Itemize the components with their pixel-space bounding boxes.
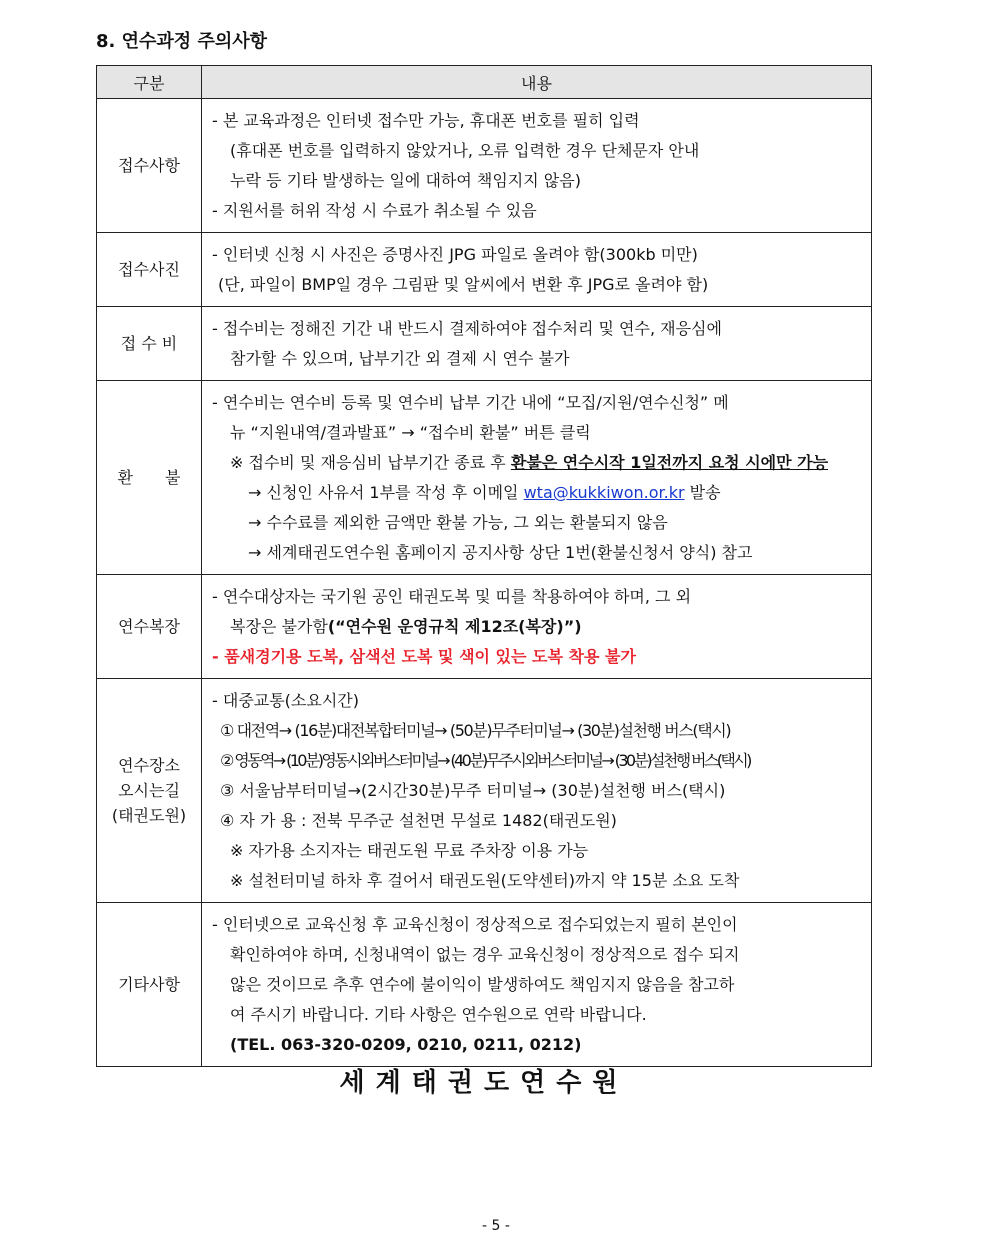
category-line: 연수장소 bbox=[118, 756, 180, 775]
refund-deadline-emphasis: 환불은 연수시작 1일전까지 요청 시에만 가능 bbox=[510, 453, 829, 472]
table-row-etc bbox=[97, 903, 872, 1067]
text-line bbox=[212, 612, 865, 642]
text-line: - 연수대상자는 국기원 공인 태권도복 및 띠를 착용하여야 하며, 그 외 bbox=[212, 587, 692, 606]
table-row-refund bbox=[97, 381, 872, 575]
text-line: → 수수료를 제외한 금액만 환불 가능, 그 외는 환불되지 않음 bbox=[248, 513, 668, 532]
category-photo: 접수사진 bbox=[97, 233, 202, 307]
content-photo bbox=[202, 233, 872, 307]
notice-table bbox=[96, 65, 872, 1067]
table-row-reception bbox=[97, 99, 872, 233]
route-line: ④ 자 가 용 : 전북 무주군 설천면 무설로 1482(태권도원) bbox=[220, 811, 617, 830]
refund-notice-prefix: ※ 접수비 및 재응심비 납부기간 종료 후 bbox=[230, 453, 511, 472]
text-line: 뉴 “지원내역/결과발표” → “접수비 환불” 버튼 클릭 bbox=[230, 423, 591, 442]
route-line: ② 영동역→ (10분)영동시외버스터미널→ (40분)무주시외버스터미널→ (30분)설천행 버스(택시) bbox=[220, 751, 750, 770]
content-fee bbox=[202, 307, 872, 381]
text-line: 여 주시기 바랍니다. 기타 사항은 연수원으로 연락 바랍니다. bbox=[230, 1005, 647, 1024]
category-line: (태권도원) bbox=[111, 806, 187, 825]
content-directions bbox=[202, 679, 872, 903]
text-line: - 인터넷 신청 시 사진은 증명사진 JPG 파일로 올려야 함(300kb 미만) bbox=[212, 245, 698, 264]
category-directions bbox=[97, 679, 202, 903]
content-etc bbox=[202, 903, 872, 1067]
text-line: 않은 것이므로 추후 연수에 불이익이 발생하여도 책임지지 않음을 참고하 bbox=[230, 975, 735, 994]
contact-phone: (TEL. 063-320-0209, 0210, 0211, 0212) bbox=[230, 1035, 582, 1054]
text-line: - 본 교육과정은 인터넷 접수만 가능, 휴대폰 번호를 필히 입력 bbox=[212, 111, 640, 130]
text-line: → 세계태권도연수원 홈페이지 공지사항 상단 1번(환불신청서 양식) 참고 bbox=[248, 543, 753, 562]
refund-email-prefix: → 신청인 사유서 1부를 작성 후 이메일 bbox=[248, 483, 524, 502]
text-line: 참가할 수 있으며, 납부기간 외 결제 시 연수 불가 bbox=[230, 349, 570, 368]
route-line: ① 대전역→ (16분)대전복합터미널→ (50분)무주터미널→ (30분)설천행 버스(택시) bbox=[220, 721, 731, 740]
category-fee: 접 수 비 bbox=[97, 307, 202, 381]
warning-dash: - bbox=[212, 647, 225, 666]
category-refund: 환 불 bbox=[97, 381, 202, 575]
header-category: 구분 bbox=[97, 66, 202, 99]
category-line: 오시는길 bbox=[118, 781, 180, 800]
content-uniform bbox=[202, 575, 872, 679]
text-line: 누락 등 기타 발생하는 일에 대하여 책임지지 않음) bbox=[230, 171, 581, 190]
table-row-photo bbox=[97, 233, 872, 307]
table-row-fee bbox=[97, 307, 872, 381]
text-line: (휴대폰 번호를 입력하지 않았거나, 오류 입력한 경우 단체문자 안내 bbox=[230, 141, 700, 160]
table-header-row bbox=[97, 66, 872, 99]
text-line: - 대중교통(소요시간) bbox=[212, 691, 359, 710]
category-uniform: 연수복장 bbox=[97, 575, 202, 679]
uniform-rule-prefix: 복장은 불가함 bbox=[230, 617, 328, 636]
text-line bbox=[212, 448, 865, 478]
header-content: 내용 bbox=[202, 66, 872, 99]
organization-name: 세계태권도연수원 bbox=[339, 1068, 629, 1098]
text-line: ※ 자가용 소지자는 태권도원 무료 주차장 이용 가능 bbox=[230, 841, 589, 860]
text-line: - 접수비는 정해진 기간 내 반드시 결제하여야 접수처리 및 연수, 재응심에 bbox=[212, 319, 722, 338]
text-line: - 인터넷으로 교육신청 후 교육신청이 정상적으로 접수되었는지 필히 본인이 bbox=[212, 915, 738, 934]
content-reception bbox=[202, 99, 872, 233]
uniform-rule-emphasis: (“연수원 운영규칙 제12조(복장)”) bbox=[327, 617, 582, 636]
text-line: ※ 설천터미널 하차 후 걸어서 태권도원(도약센터)까지 약 15분 소요 도착 bbox=[230, 871, 740, 890]
text-line: (단, 파일이 BMP일 경우 그림판 및 알씨에서 변환 후 JPG로 올려야 함) bbox=[218, 275, 709, 294]
text-line: - 연수비는 연수비 등록 및 연수비 납부 기간 내에 “모집/지원/연수신청” 메 bbox=[212, 393, 729, 412]
page-number: - 5 - bbox=[482, 1218, 510, 1234]
content-refund bbox=[202, 381, 872, 575]
refund-email-suffix: 발송 bbox=[684, 483, 721, 502]
category-etc: 기타사항 bbox=[97, 903, 202, 1067]
section-title: 8. 연수과정 주의사항 bbox=[96, 31, 267, 52]
text-line: 확인하여야 하며, 신청내역이 없는 경우 교육신청이 정상적으로 접수 되지 bbox=[230, 945, 740, 964]
table-row-directions bbox=[97, 679, 872, 903]
text-line: - 지원서를 허위 작성 시 수료가 취소될 수 있음 bbox=[212, 201, 537, 220]
text-line bbox=[212, 478, 865, 508]
route-line: ③ 서울남부터미널→(2시간30분)무주 터미널→ (30분)설천행 버스(택시) bbox=[220, 781, 726, 800]
text-line bbox=[212, 642, 865, 672]
uniform-warning: 품새경기용 도복, 삼색선 도복 및 색이 있는 도복 착용 불가 bbox=[224, 647, 636, 666]
category-reception: 접수사항 bbox=[97, 99, 202, 233]
email-link[interactable]: wta@kukkiwon.or.kr bbox=[523, 483, 685, 502]
table-row-uniform bbox=[97, 575, 872, 679]
